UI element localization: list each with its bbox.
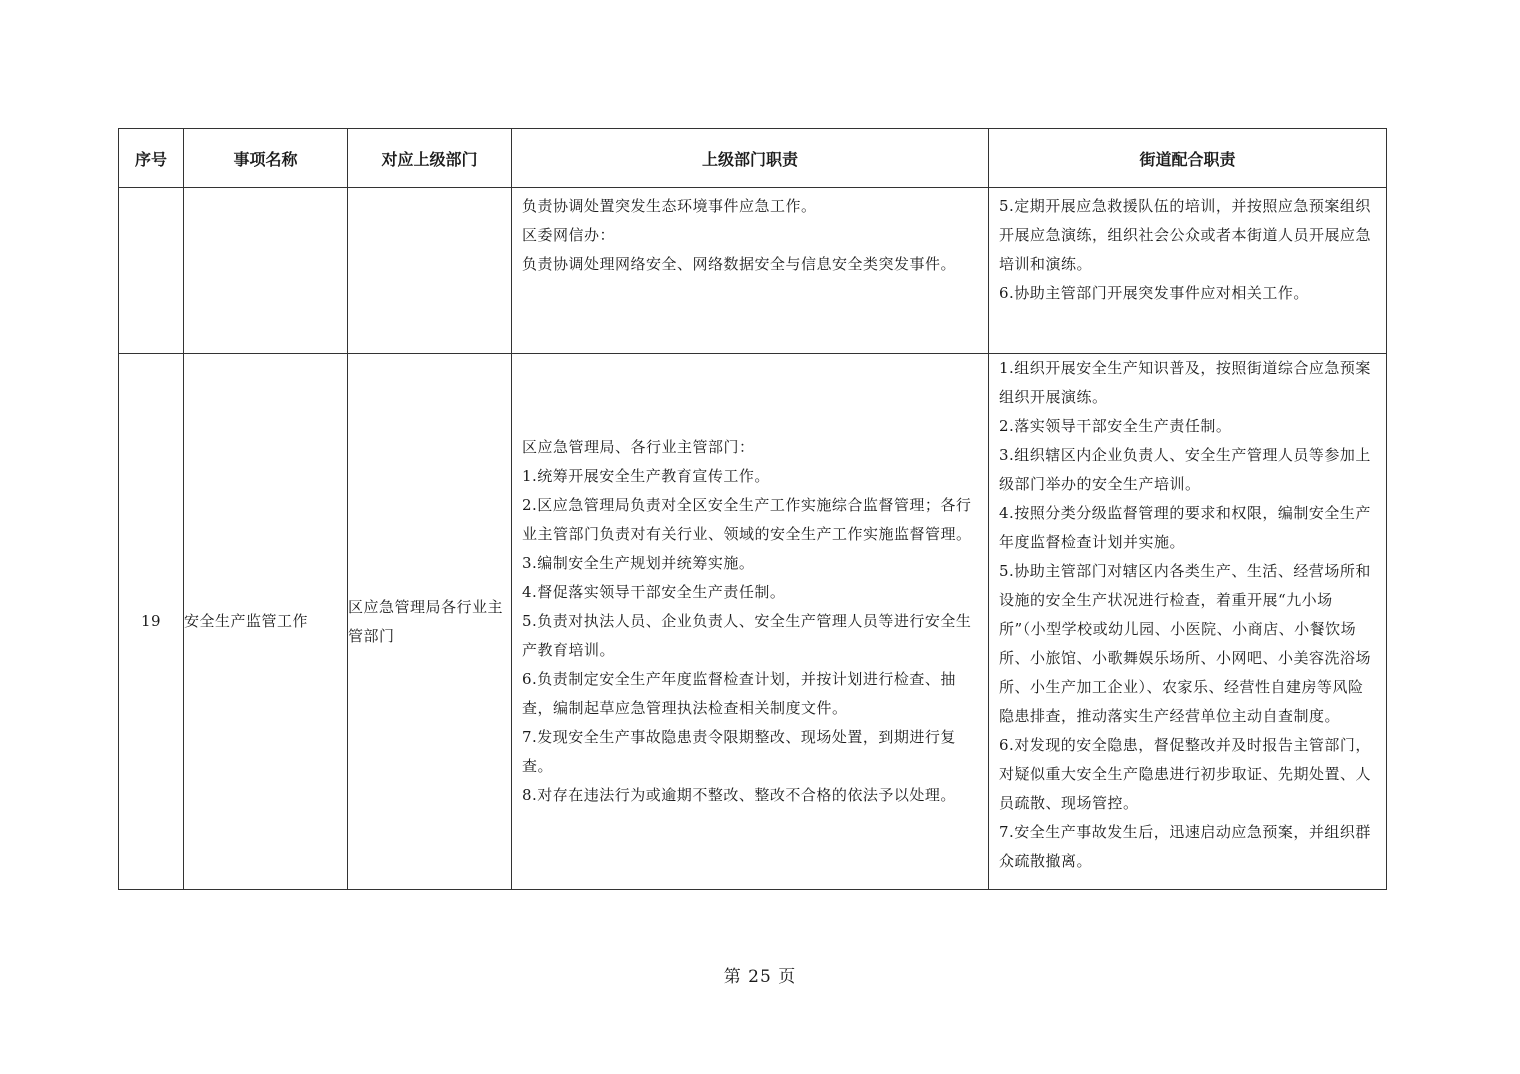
page-number: 第 25 页 — [723, 967, 797, 987]
duty-line: 2.落实领导干部安全生产责任制。 — [999, 417, 1232, 435]
row-department — [348, 188, 512, 354]
header-upper-duties: 上级部门职责 — [512, 129, 989, 188]
header-number: 序号 — [119, 129, 184, 188]
row-street-duties — [989, 354, 1387, 890]
row-number: 19 — [119, 354, 184, 890]
duty-line: 7.发现安全生产事故隐患责令限期整改、现场处置，到期进行复查。 — [522, 728, 956, 775]
duty-line: 4.按照分类分级监督管理的要求和权限，编制安全生产年度监督检查计划并实施。 — [999, 504, 1371, 551]
table-row — [119, 188, 1387, 354]
duty-line: 6.负责制定安全生产年度监督检查计划，并按计划进行检查、抽查，编制起草应急管理执法检查相关制度文件。 — [522, 670, 956, 717]
header-item-name: 事项名称 — [184, 129, 348, 188]
duty-line: 2.区应急管理局负责对全区安全生产工作实施综合监督管理；各行业主管部门负责对有关行业、领域的安全生产工作实施监督管理。 — [522, 496, 972, 543]
duty-line: 6.协助主管部门开展突发事件应对相关工作。 — [999, 284, 1309, 302]
table-row — [119, 354, 1387, 890]
row-street-duties — [989, 188, 1387, 354]
row-item-name — [184, 188, 348, 354]
duty-line: 区委网信办： — [522, 226, 616, 244]
duty-line: 4.督促落实领导干部安全生产责任制。 — [522, 583, 786, 601]
row-item-name: 安全生产监管工作 — [184, 354, 348, 890]
table-header-row — [119, 129, 1387, 188]
duty-line: 1.组织开展安全生产知识普及，按照街道综合应急预案组织开展演练。 — [999, 359, 1371, 406]
row-number — [119, 188, 184, 354]
duty-line: 6.对发现的安全隐患，督促整改并及时报告主管部门，对疑似重大安全生产隐患进行初步取证、先期处置、人员疏散、现场管控。 — [999, 736, 1372, 812]
duty-line: 8.对存在违法行为或逾期不整改、整改不合格的依法予以处理。 — [522, 786, 956, 804]
duty-line: 区应急管理局、各行业主管部门： — [522, 438, 755, 456]
row-upper-duties — [512, 354, 989, 890]
duty-line: 负责协调处理网络安全、网络数据安全与信息安全类突发事件。 — [522, 255, 957, 273]
row-upper-duties — [512, 188, 989, 354]
header-department: 对应上级部门 — [348, 129, 512, 188]
responsibility-table — [118, 128, 1387, 890]
duty-line: 5.协助主管部门对辖区内各类生产、生活、经营场所和设施的安全生产状况进行检查，着重开展“九小场所”（小型学校或幼儿园、小医院、小商店、小餐饮场所、小旅馆、小歌舞娱乐场所、小网吧、小美容洗浴场所、小生产加工企业）、农家乐、经营性自建房等风险隐患排查，推动落实生产经营单位主动自查制度。 — [999, 562, 1372, 725]
header-street-duties: 街道配合职责 — [989, 129, 1387, 188]
duty-line: 5.负责对执法人员、企业负责人、安全生产管理人员等进行安全生产教育培训。 — [522, 612, 972, 659]
duty-line: 3.编制安全生产规划并统筹实施。 — [522, 554, 755, 572]
duty-line: 3.组织辖区内企业负责人、安全生产管理人员等参加上级部门举办的安全生产培训。 — [999, 446, 1371, 493]
duty-line: 5.定期开展应急救援队伍的培训，并按照应急预案组织开展应急演练，组织社会公众或者本街道人员开展应急培训和演练。 — [999, 197, 1372, 273]
duty-line: 负责协调处置突发生态环境事件应急工作。 — [522, 197, 817, 215]
duty-line: 7.安全生产事故发生后，迅速启动应急预案，并组织群众疏散撤离。 — [999, 823, 1371, 870]
row-department: 区应急管理局各行业主管部门 — [348, 354, 512, 890]
duty-line: 1.统筹开展安全生产教育宣传工作。 — [522, 467, 770, 485]
